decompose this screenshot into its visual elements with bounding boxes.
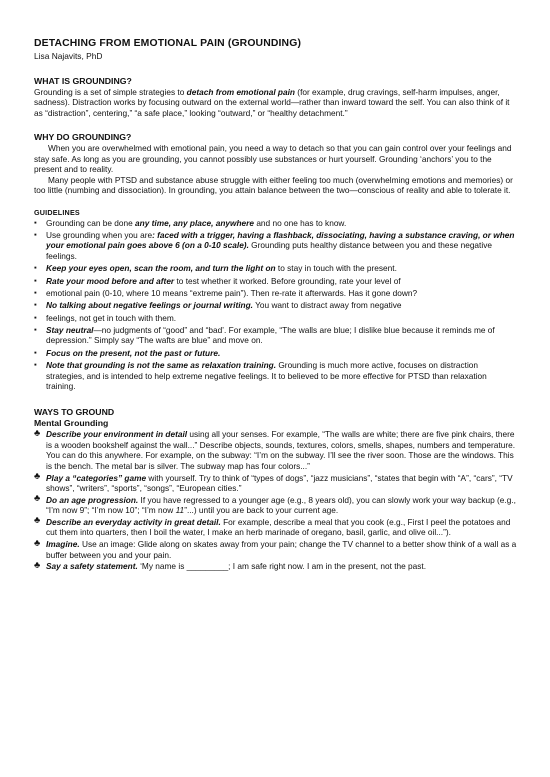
heading-guidelines: GUIDELINES (34, 207, 80, 217)
list-item (34, 230, 518, 261)
list-item (34, 429, 518, 471)
guideline-text: —no judgments of “good” and “bad’. For example, “The walls are blue; I dislike blue because it reminds me of depression.” Simply say “The wafts are blue” and move on. (46, 324, 495, 346)
club-bullet-icon: ♣ (34, 559, 41, 571)
technique-emphasis: Describe your environment in detail (46, 429, 188, 440)
list-item (34, 313, 518, 323)
club-bullet-icon: ♣ (34, 537, 41, 549)
guideline-text: Use grounding when you are (46, 229, 153, 240)
guideline-text: You want to distract away from negative (252, 300, 402, 311)
square-bullet-icon: ▪ (34, 229, 37, 239)
guideline-text: to test whether it worked. Before grounding, rate your level of (174, 275, 401, 286)
square-bullet-icon: ▪ (34, 347, 37, 357)
club-bullet-icon: ♣ (34, 427, 41, 439)
list-item (34, 495, 518, 516)
subheading-mental-grounding: Mental Grounding (34, 418, 109, 429)
guideline-text: Grounding can be done (46, 217, 136, 228)
technique-text: Use an image: Glide along on skates away from your pain; change the TV channel to a better show think of a wall as a buffer between you and your pain. (46, 539, 517, 560)
square-bullet-icon: ▪ (34, 324, 37, 334)
technique-italic: 11 (175, 505, 185, 516)
list-item (34, 539, 518, 560)
list-item (34, 517, 518, 538)
author-name: Lisa Najavits, PhD (34, 51, 103, 61)
square-bullet-icon: ▪ (34, 217, 37, 227)
guideline-emphasis: No talking about negative feelings or journal writing. (46, 300, 253, 311)
list-item (34, 218, 518, 228)
club-bullet-icon: ♣ (34, 515, 41, 527)
technique-emphasis: Imagine. (46, 539, 80, 550)
guideline-emphasis: any time, any place, anywhere (135, 217, 255, 228)
guideline-emphasis: Rate your mood before and after (46, 275, 175, 286)
technique-emphasis: Describe an everyday activity in great detail. (46, 516, 221, 527)
technique-text: For example, describe a meal that you cook (e.g., First I peel the potatoes and cut them into quarters, then I boil the water, I make an herb marinade of oregano, basil, garlic, and olive oil...”). (46, 516, 511, 538)
square-bullet-icon: ▪ (34, 263, 37, 273)
what-text-a: Grounding is a set of simple strategies to (34, 87, 187, 97)
why-paragraph-2: Many people with PTSD and substance abuse struggle with either feeling too much (overwhelming emotions and memories) or too little (numbing and dissociation). In grounding, you attain balance between the two—conscious of reality and able to tolerate it. (34, 174, 513, 196)
guideline-text: Grounding puts healthy distance between you and these negative feelings. (46, 240, 492, 261)
list-item (34, 288, 518, 298)
technique-text: using all your senses. For example, “The walls are white; there are five pink chairs, there is a wooden bookshelf against the wall...” Describe objects, sounds, textures, colors, smells, shapes, numbers and temperature. You can do this anywhere. For example, on the subway: “I’m on the subway. I’ll see the river soon. Those are the windows. This is the bench. The metal bar is silver. The subway map has four colors...” (46, 429, 516, 471)
club-bullet-icon: ♣ (34, 493, 41, 505)
square-bullet-icon: ▪ (34, 360, 37, 370)
guideline-text: feelings, not get in touch with them. (46, 312, 177, 323)
guideline-emphasis: Note that grounding is not the same as relaxation training. (46, 360, 277, 371)
technique-text: with yourself. Try to think of “types of dogs”, “jazz musicians”, “states that begin with “A”, “cars”, “TV shows”, “writers”, “sports”, “songs”, “European cities.” (46, 472, 513, 493)
guideline-emphasis: : faced with a trigger, having a flashback, dissociating, having a substance craving, or when your emotional pain goes above 6 (on a 0-10 scale). (46, 229, 515, 251)
square-bullet-icon: ▪ (34, 275, 37, 285)
heading-ways-to-ground: WAYS TO GROUND (34, 407, 115, 418)
list-item (34, 348, 518, 358)
list-item (34, 276, 518, 286)
technique-emphasis: Do an age progression. (46, 494, 139, 505)
technique-text: If you have regressed to a younger age (e.g., 8 years old), you can slowly work your way backup (e.g., “I’m now 9”; “I’m now 10”; “I’m now (46, 494, 516, 516)
technique-emphasis: Play a “categories” game (46, 472, 147, 483)
heading-why-do-grounding: WHY DO GROUNDING? (34, 132, 132, 143)
mental-grounding-list (34, 429, 518, 571)
heading-what-is-grounding: WHAT IS GROUNDING? (34, 76, 132, 86)
guideline-emphasis: Keep your eyes open, scan the room, and turn the light on (46, 263, 276, 274)
list-item (34, 360, 518, 391)
list-item (34, 473, 518, 494)
guideline-text: and no one has to know. (254, 217, 347, 228)
what-text-c: (for example, drug cravings, self-harm impulses, anger, sadness). Distraction works by focusing outward on the external world—rather than inward toward the self. You can also think of it as “distraction”, centering,” “a safe place,” looking “outward,” or “healthy detachment.” (34, 87, 510, 118)
technique-emphasis: Say a safety statement. (46, 561, 138, 572)
club-bullet-icon: ♣ (34, 471, 41, 483)
list-item (34, 263, 518, 273)
guideline-text: Grounding is much more active, focuses on distraction strategies, and is intended to help extreme negative feelings. It to believed to be more effective for PTSD than relaxation training. (46, 360, 487, 391)
technique-text: ‘My name is _________; I am safe right now. I am in the present, not the past. (137, 561, 427, 572)
list-item (34, 561, 518, 571)
what-text-emphasis: detach from emotional pain (186, 87, 295, 97)
document-page (34, 37, 518, 573)
list-item (34, 300, 518, 310)
square-bullet-icon: ▪ (34, 300, 37, 310)
guideline-text: emotional pain (0-10, where 10 means “extreme pain”). Then re-rate it afterwards. Has it gone down? (46, 287, 418, 298)
guideline-emphasis: Stay neutral (46, 324, 94, 335)
guideline-text: to stay in touch with the present. (275, 263, 397, 274)
square-bullet-icon: ▪ (34, 287, 37, 297)
square-bullet-icon: ▪ (34, 312, 37, 322)
what-paragraph (34, 87, 518, 118)
guideline-emphasis: Focus on the present, not the past or future. (46, 347, 221, 358)
why-paragraph-1: When you are overwhelmed with emotional pain, you need a way to detach so that you can gain control over your feelings and stay safe. As long as you are grounding, you cannot possibly use substances or hurt yourself. Grounding ‘anchors’ you to the present and to reality. (34, 143, 512, 175)
guidelines-list (34, 218, 518, 392)
document-title: DETACHING FROM EMOTIONAL PAIN (GROUNDING) (34, 38, 302, 49)
list-item (34, 325, 518, 346)
technique-text: ”...) until you are back to your current age. (184, 505, 339, 516)
